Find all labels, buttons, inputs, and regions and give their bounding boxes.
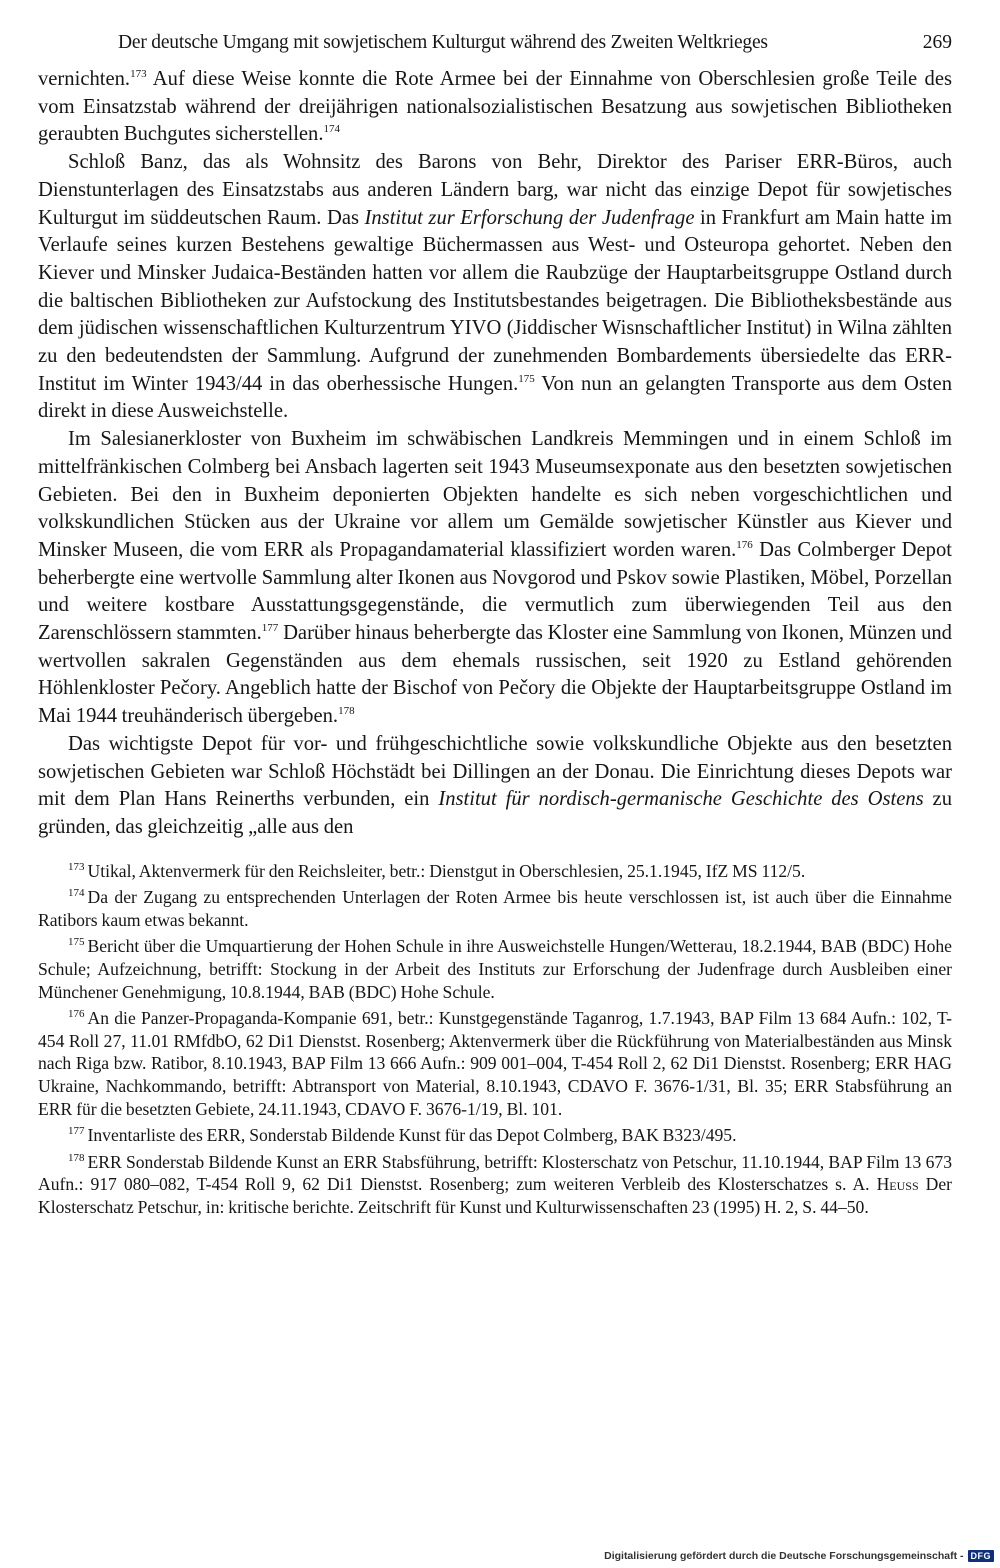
credit-text: Digitalisierung gefördert durch die Deutsche Forschungsgemeinschaft - — [604, 1550, 964, 1562]
footnote-ref: 176 — [736, 538, 753, 551]
text-run: Darüber hinaus beherbergte das Kloster eine Sammlung von Ikonen, Münzen und wertvollen sakralen Gegenständen aus dem ehemals russischen, seit 1920 zu Estland gehörenden Höhlenkloster Pečory. Angeblich hatte der Bischof von Pečory die Objekte der Hauptarbeitsgruppe Ostland im Mai 1944 treuhänderisch übergeben. — [38, 622, 952, 728]
footnote-ref: 175 — [518, 372, 535, 385]
body-text — [38, 66, 952, 842]
dfg-logo: DFG — [968, 1550, 995, 1562]
text-run: zu gründen, das gleichzeitig „alle aus den — [38, 788, 952, 838]
paragraph — [38, 66, 952, 149]
text-run: in Frankfurt am Main hatte im Verlaufe seines kurzen Bestehens gewaltige Büchermassen aus West- und Osteuropa gehortet. Neben den Kiever und Minsker Judaica-Beständen hatten vor allem die Raubzüge der Hauptarbeitsgruppe Ostland durch die baltischen Bibliotheken zur Aufstockung des Institutsbestandes beigetragen. Die Bibliotheksbestände aus dem jüdischen wissenschaftlichen Kulturzentrum YIVO (Jiddischer Wisnschaftlicher Institut) in Wilna zählten zu den bedeutendsten der Sammlung. Aufgrund der zunehmenden Bombardements übersiedelte das ERR-Institut im Winter 1943/44 in das oberhessische Hungen. — [38, 206, 952, 395]
text-run: vernichten. — [38, 68, 131, 90]
text-run: Auf diese Weise konnte die Rote Armee bei der Einnahme von Oberschlesien große Teile des vom Einsatzstab während der dreijährigen nationalsozialistischen Besatzung aus sowjetischen Bibliotheken geraubten Buchgutes sicherstellen. — [38, 68, 952, 146]
text-run: An die Panzer-Propaganda-Kompanie 691, betr.: Kunstgegenstände Taganrog, 1.7.1943, BAP Film 13 684 Aufn.: 102, T-454 Roll 27, 11.01 RMfdbO, 62 Di1 Dienstst. Rosenberg; Aktenvermerk über die Rückführung von Materialbeständen aus Minsk nach Riga bzw. Ratibor, 8.10.1943, BAP Film 13 666 Aufn.: 909 001–004, T-454 Roll 2, 62 Di1 Dienstst. Rosenberg; ERR HAG Ukraine, Nachkommando, betrifft: Abtransport von Material, 8.10.1943, CDAVO F. 3676-1/31, Bl. 35; ERR Stabsführung an ERR für die besetzten Gebiete, 24.11.1943, CDAVO F. 3676-1/19, Bl. 101. — [38, 1008, 952, 1119]
text-run: Schloß Banz, das als Wohnsitz des Barons von Behr, Direktor des Pariser ERR-Büros, auch Dienstunterlagen des Einsatzstabs aus anderen Ländern barg, war nicht das einzige Depot für sowjetisches Kulturgut im süddeutschen Raum. Das — [38, 151, 952, 229]
footnote-ref: 177 — [261, 622, 279, 635]
page — [38, 28, 952, 1223]
footnote — [38, 886, 952, 931]
digitization-credit — [604, 1550, 994, 1562]
italic-title: Institut zur Erforschung der Judenfrage — [364, 206, 695, 229]
text-run: Das Colmberger Depot beherbergte eine wertvolle Sammlung alter Ikonen aus Novgorod und Pskov sowie Plastiken, Möbel, Porzellan und weitere kostbare Ausstattungsgegenstände, die vermutlich zum überwiegenden Teil aus den Zarenschlössern stammten. — [38, 538, 952, 645]
page-number: 269 — [922, 32, 952, 53]
running-head — [118, 28, 952, 58]
footnote — [38, 1124, 952, 1147]
footnote-ref: 174 — [323, 123, 341, 136]
paragraph — [38, 731, 952, 842]
italic-title: Institut für nordisch-germanische Geschichte des Ostens — [438, 788, 924, 811]
footnote — [38, 1007, 952, 1120]
footnote-number: 174 — [68, 887, 85, 900]
text-run: Inventarliste des ERR, Sonderstab Bildende Kunst für das Depot Colmberg, BAK B323/495. — [87, 1125, 737, 1146]
footnote — [38, 935, 952, 1003]
footnote-number: 173 — [68, 860, 85, 873]
author-name: Heuß — [876, 1174, 919, 1195]
footnote-number: 178 — [68, 1151, 85, 1164]
text-run: Da der Zugang zu entsprechenden Unterlagen der Roten Armee bis heute verschlossen ist, ist auch über die Einnahme Ratibors kaum etwas bekannt. — [38, 887, 952, 930]
text-run: Das wichtigste Depot für vor- und frühgeschichtliche sowie volkskundliche Objekte aus den besetzten sowjetischen Gebieten war Schloß Höchstädt bei Dillingen an der Donau. Die Einrichtung dieses Depots war mit dem Plan Hans Reinerths verbunden, ein — [38, 732, 952, 811]
paragraph — [38, 426, 952, 731]
footnote-number: 176 — [68, 1008, 85, 1021]
paragraph — [38, 149, 952, 426]
footnote-number: 175 — [68, 936, 85, 949]
footnote — [38, 860, 952, 883]
text-run: Von nun an gelangten Transporte aus dem Osten direkt in diese Ausweichstelle. — [38, 372, 952, 423]
footnote — [38, 1151, 952, 1219]
footnote-number: 177 — [68, 1125, 85, 1138]
running-head-title: Der deutsche Umgang mit sowjetischem Kulturgut während des Zweiten Weltkrieges — [118, 32, 768, 53]
text-run: ERR Sonderstab Bildende Kunst an ERR Stabsführung, betrifft: Klosterschatz von Petschur, 11.10.1944, BAP Film 13 673 Aufn.: 917 080–082, T-454 Roll 9, 62 Di1 Dienstst. Rosenberg; zum weiteren Verbleib des Klosterschatzes s. A. — [38, 1151, 952, 1195]
text-run: Der Klosterschatz Petschur, in: kritische berichte. Zeitschrift für Kunst und Kulturwissenschaften 23 (1995) H. 2, S. 44–50. — [38, 1174, 952, 1217]
text-run: Im Salesianerkloster von Buxheim im schwäbischen Landkreis Memmingen und in einem Schloß im mittelfränkischen Colmberg bei Ansbach lagerten seit 1943 Museumsexponate aus den besetzten sowjetischen Gebieten. Bei den in Buxheim deponierten Objekten handelte es sich neben vorgeschichtlichen und volkskundlichen Stücken aus der Ukraine vor allem um Gemälde sowjetischer Künstler aus Kiever und Minsker Museen, die vom ERR als Propagandamaterial klassifiziert worden waren. — [38, 428, 952, 561]
footnotes — [38, 860, 952, 1219]
text-run: Utikal, Aktenvermerk für den Reichsleiter, betr.: Dienstgut in Oberschlesien, 25.1.1945, IfZ MS 112/5. — [87, 860, 806, 881]
footnote-ref: 178 — [338, 705, 355, 718]
footnote-ref: 173 — [130, 68, 147, 80]
text-run: Bericht über die Umquartierung der Hohen Schule in ihre Ausweichstelle Hungen/Wetterau, 18.2.1944, BAB (BDC) Hohe Schule; Aufzeichnung, betrifft: Stockung in der Arbeit des Instituts zur Erforschung der Judenfrage durch Ausbleiben einer Münchener Genehmigung, 10.8.1944, BAB (BDC) Hohe Schule. — [38, 936, 952, 1002]
